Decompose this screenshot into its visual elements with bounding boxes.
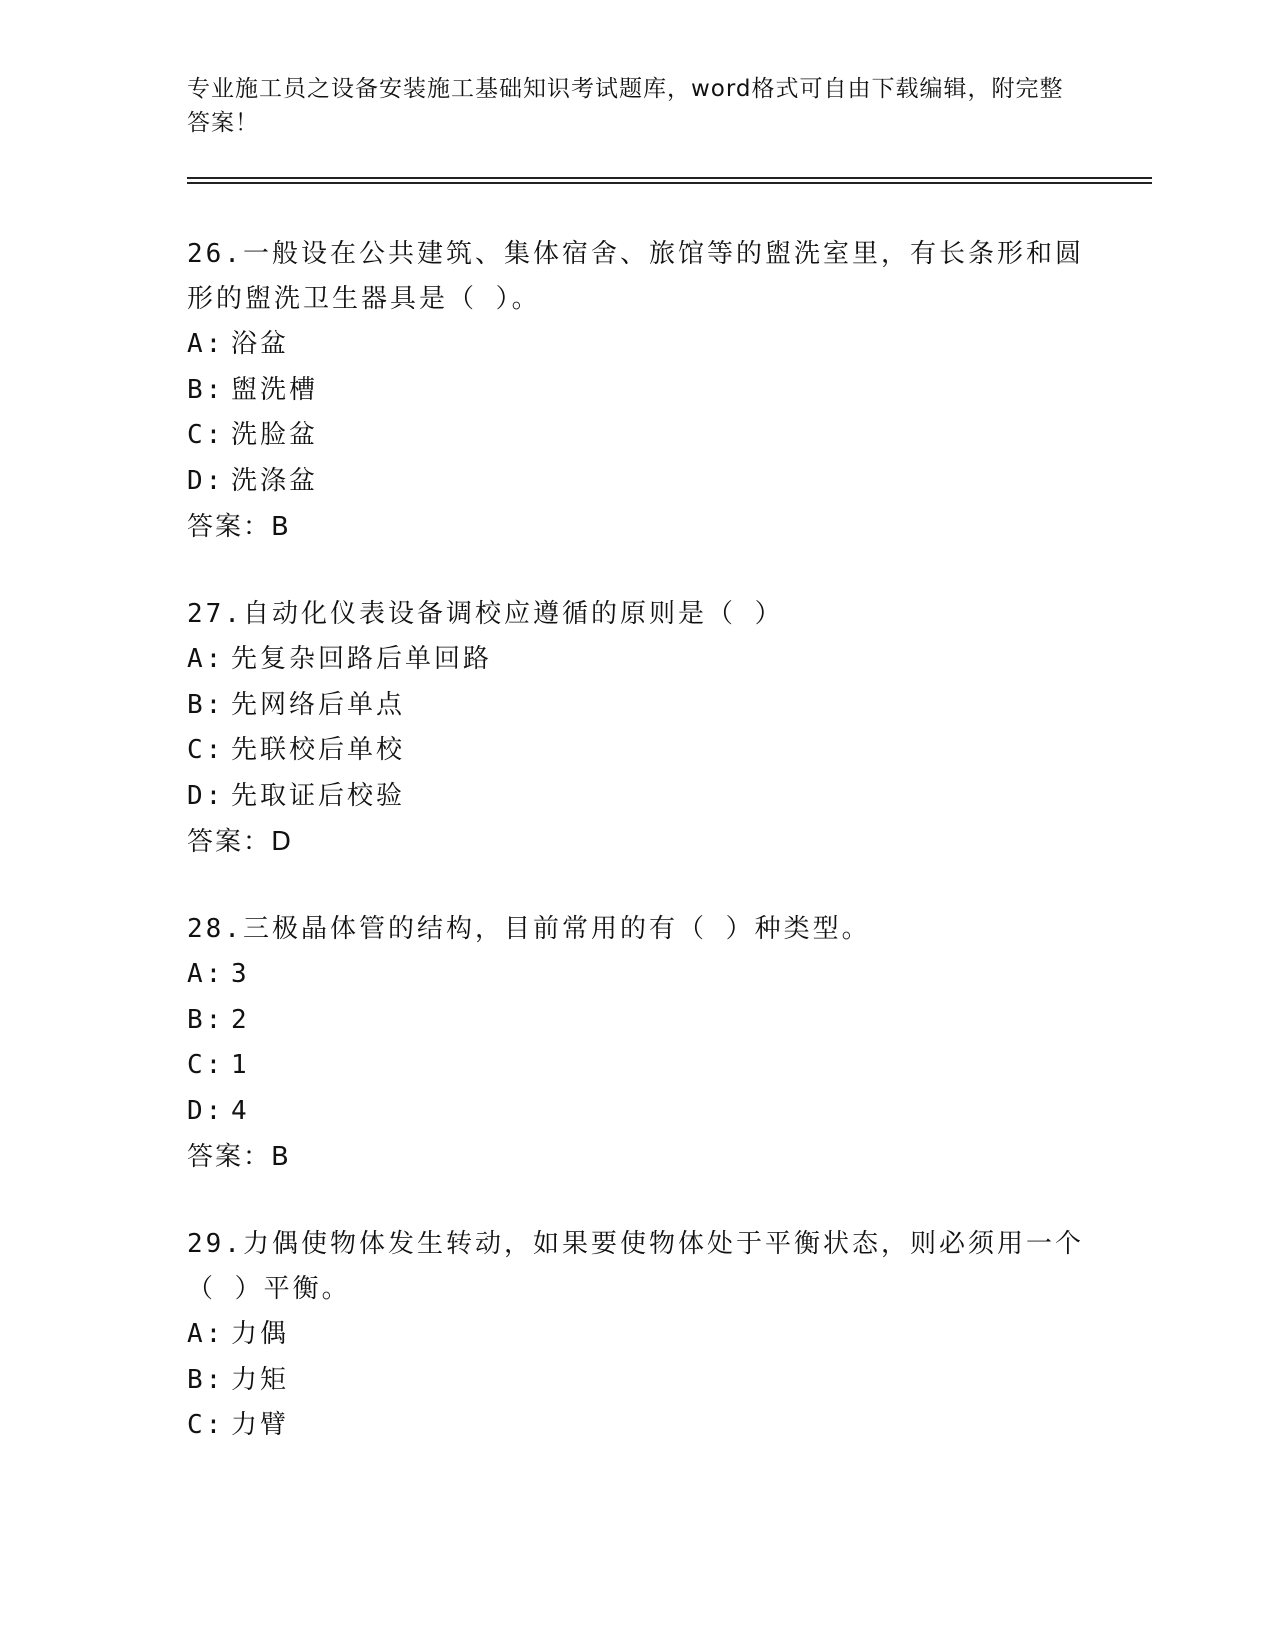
option-letter: C: bbox=[187, 420, 225, 450]
document-header: 专业施工员之设备安装施工基础知识考试题库，word格式可自由下载编辑，附完整答案！ bbox=[187, 76, 1064, 136]
option-a bbox=[187, 1312, 1087, 1358]
option-d bbox=[187, 1089, 1087, 1135]
option-b bbox=[187, 998, 1087, 1044]
option-letter: A: bbox=[187, 329, 225, 359]
option-letter: B: bbox=[187, 689, 225, 720]
option-text: 4 bbox=[231, 1095, 250, 1126]
option-text: 盥洗槽 bbox=[231, 374, 319, 405]
option-c bbox=[187, 413, 1087, 459]
option-letter: B: bbox=[187, 1364, 225, 1395]
option-letter: D: bbox=[187, 1095, 225, 1126]
option-c bbox=[187, 1403, 1087, 1449]
question-29 bbox=[187, 1222, 1087, 1449]
question-27 bbox=[187, 592, 1087, 865]
option-text: 力臂 bbox=[231, 1410, 290, 1440]
header-divider-bottom bbox=[187, 182, 1152, 184]
option-letter: C: bbox=[187, 1410, 225, 1440]
option-text: 浴盆 bbox=[231, 329, 290, 359]
option-letter: A: bbox=[187, 1319, 225, 1349]
option-text: 洗涤盆 bbox=[231, 465, 319, 496]
option-text: 2 bbox=[231, 1004, 250, 1035]
question-stem: 27.自动化仪表设备调校应遵循的原则是（ ） bbox=[187, 599, 784, 629]
option-letter: D: bbox=[187, 465, 225, 496]
option-letter: C: bbox=[187, 1050, 225, 1080]
option-text: 力偶 bbox=[231, 1319, 290, 1349]
option-letter: A: bbox=[187, 644, 225, 674]
question-stem: 26.一般设在公共建筑、集体宿舍、旅馆等的盥洗室里，有长条形和圆形的盥洗卫生器具是（ ）。 bbox=[187, 239, 1084, 314]
option-letter: B: bbox=[187, 1004, 225, 1035]
option-text: 3 bbox=[231, 959, 250, 989]
option-text: 洗脸盆 bbox=[231, 420, 319, 450]
option-letter: A: bbox=[187, 959, 225, 989]
option-b bbox=[187, 368, 1087, 414]
option-text: 力矩 bbox=[231, 1364, 290, 1395]
question-28 bbox=[187, 907, 1087, 1180]
option-a bbox=[187, 322, 1087, 368]
option-a bbox=[187, 952, 1087, 998]
option-letter: D: bbox=[187, 780, 225, 811]
option-letter: B: bbox=[187, 374, 225, 405]
option-c bbox=[187, 1043, 1087, 1089]
question-stem: 29.力偶使物体发生转动，如果要使物体处于平衡状态，则必须用一个（ ）平衡。 bbox=[187, 1229, 1084, 1304]
option-d bbox=[187, 774, 1087, 820]
question-26 bbox=[187, 232, 1087, 550]
option-text: 先联校后单校 bbox=[231, 735, 406, 765]
question-list bbox=[187, 232, 1087, 1491]
header-divider-top bbox=[187, 177, 1152, 179]
option-text: 先复杂回路后单回路 bbox=[231, 644, 493, 674]
option-text: 1 bbox=[231, 1050, 250, 1080]
option-text: 先取证后校验 bbox=[231, 780, 406, 811]
option-a bbox=[187, 637, 1087, 683]
option-b bbox=[187, 1358, 1087, 1404]
option-d bbox=[187, 459, 1087, 505]
option-letter: C: bbox=[187, 735, 225, 765]
answer-line: 答案：B bbox=[187, 512, 291, 542]
answer-line: 答案：D bbox=[187, 827, 294, 857]
question-stem: 28.三极晶体管的结构，目前常用的有（ ）种类型。 bbox=[187, 914, 871, 944]
option-b bbox=[187, 683, 1087, 729]
option-c bbox=[187, 728, 1087, 774]
option-text: 先网络后单点 bbox=[231, 689, 406, 720]
answer-line: 答案：B bbox=[187, 1142, 291, 1172]
